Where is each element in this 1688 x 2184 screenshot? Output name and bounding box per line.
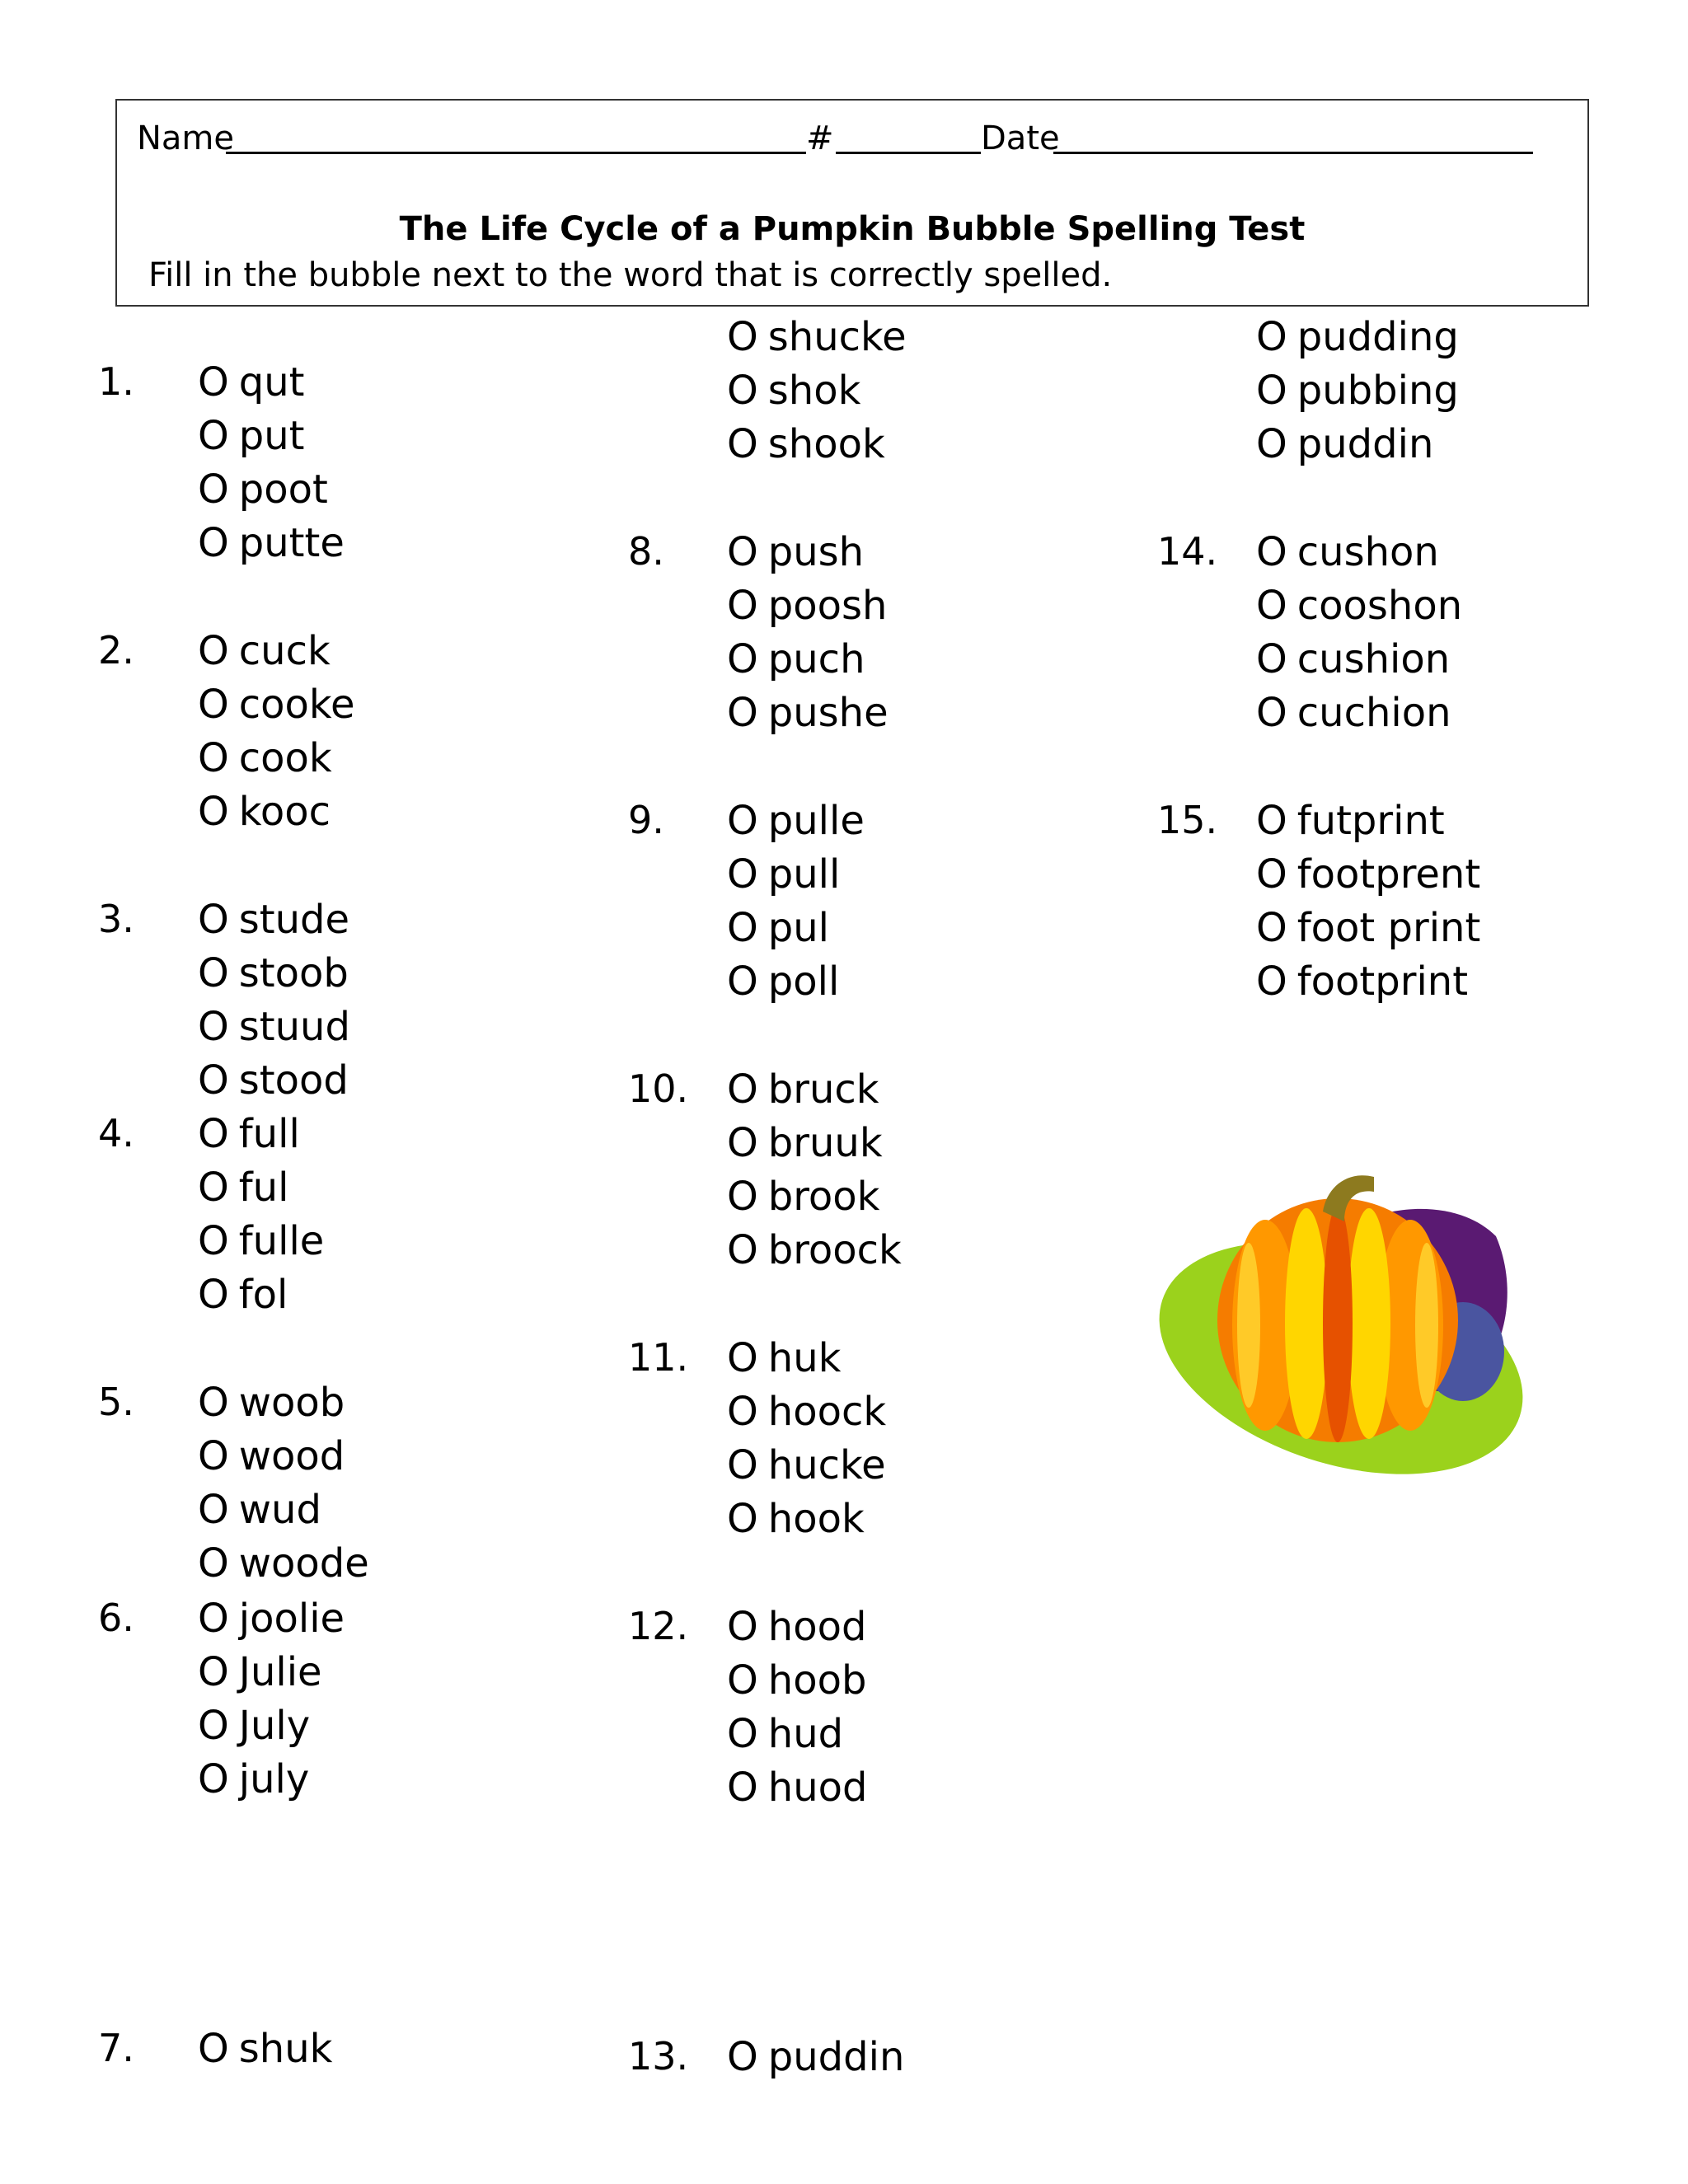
answer-option[interactable] bbox=[727, 1174, 880, 1220]
question-number: 1. bbox=[98, 359, 134, 404]
answer-option[interactable] bbox=[1256, 583, 1463, 629]
answer-option[interactable] bbox=[198, 520, 345, 566]
question-number: 11. bbox=[628, 1335, 689, 1380]
answer-word: stude bbox=[238, 897, 350, 943]
answer-option[interactable] bbox=[1256, 636, 1451, 682]
answer-word: put bbox=[238, 413, 305, 459]
answer-option[interactable] bbox=[198, 1649, 322, 1695]
answer-word: footprent bbox=[1296, 851, 1481, 898]
answer-word: push bbox=[767, 529, 865, 575]
answer-option[interactable] bbox=[198, 466, 328, 513]
answer-bubble[interactable]: O bbox=[198, 359, 229, 405]
answer-option[interactable] bbox=[727, 636, 865, 682]
answer-option[interactable] bbox=[198, 1596, 345, 1642]
answer-option[interactable] bbox=[727, 1120, 883, 1166]
answer-bubble[interactable]: O bbox=[727, 1120, 758, 1166]
answer-option[interactable] bbox=[198, 1487, 321, 1533]
answer-word: pulle bbox=[767, 798, 865, 844]
answer-bubble[interactable]: O bbox=[198, 1649, 229, 1695]
answer-bubble[interactable]: O bbox=[1256, 798, 1287, 844]
answer-word: hook bbox=[767, 1496, 865, 1542]
answer-bubble[interactable]: O bbox=[1256, 690, 1287, 736]
answer-word: cooke bbox=[238, 682, 355, 728]
answer-option[interactable] bbox=[1256, 529, 1439, 575]
answer-word: hud bbox=[767, 1711, 844, 1757]
answer-option[interactable] bbox=[198, 1165, 289, 1211]
answer-bubble[interactable]: O bbox=[727, 2034, 758, 2080]
answer-option[interactable] bbox=[198, 1703, 311, 1749]
answer-bubble[interactable]: O bbox=[1256, 636, 1287, 682]
answer-word: hood bbox=[767, 1604, 867, 1650]
answer-word: futprint bbox=[1296, 798, 1445, 844]
answer-option[interactable] bbox=[727, 368, 861, 414]
answer-word: bruck bbox=[767, 1066, 879, 1113]
answer-bubble[interactable]: O bbox=[198, 628, 229, 674]
answer-bubble[interactable]: O bbox=[727, 1389, 758, 1435]
answer-bubble[interactable]: O bbox=[198, 1165, 229, 1211]
answer-word: foot print bbox=[1296, 905, 1481, 951]
answer-bubble[interactable]: O bbox=[1256, 314, 1287, 360]
question-number: 10. bbox=[628, 1066, 689, 1111]
answer-bubble[interactable]: O bbox=[198, 466, 229, 513]
answer-bubble[interactable]: O bbox=[727, 690, 758, 736]
answer-bubble[interactable]: O bbox=[198, 520, 229, 566]
answer-bubble[interactable]: O bbox=[727, 1604, 758, 1650]
answer-bubble[interactable]: O bbox=[1256, 368, 1287, 414]
name-field[interactable] bbox=[226, 152, 806, 154]
answer-bubble[interactable]: O bbox=[198, 1596, 229, 1642]
answer-option[interactable] bbox=[727, 1496, 865, 1542]
answer-option[interactable] bbox=[1256, 958, 1469, 1005]
answer-word: qut bbox=[238, 359, 305, 405]
answer-bubble[interactable]: O bbox=[1256, 529, 1287, 575]
answer-option[interactable] bbox=[1256, 368, 1459, 414]
answer-bubble[interactable]: O bbox=[198, 1004, 229, 1050]
answer-option[interactable] bbox=[727, 583, 888, 629]
answer-option[interactable] bbox=[727, 1604, 867, 1650]
answer-option[interactable] bbox=[198, 628, 331, 674]
question-number: 14. bbox=[1157, 529, 1218, 574]
answer-option[interactable] bbox=[727, 1227, 902, 1273]
answer-word: shucke bbox=[767, 314, 907, 360]
answer-bubble[interactable]: O bbox=[198, 1487, 229, 1533]
answer-option[interactable] bbox=[1256, 905, 1481, 951]
answer-option[interactable] bbox=[198, 359, 305, 405]
answer-option[interactable] bbox=[727, 851, 841, 898]
answer-word: woode bbox=[238, 1540, 369, 1586]
answer-bubble[interactable]: O bbox=[198, 682, 229, 728]
date-field[interactable] bbox=[1053, 152, 1533, 154]
answer-option[interactable] bbox=[198, 1380, 345, 1426]
answer-option[interactable] bbox=[198, 1057, 349, 1104]
date-label: Date bbox=[981, 120, 1060, 157]
answer-word: pudding bbox=[1296, 314, 1459, 360]
answer-word: ful bbox=[238, 1165, 289, 1211]
answer-option[interactable] bbox=[198, 2026, 333, 2072]
number-field[interactable] bbox=[836, 152, 981, 154]
question-number: 8. bbox=[628, 529, 664, 574]
answer-option[interactable] bbox=[727, 2034, 905, 2080]
answer-bubble[interactable]: O bbox=[198, 1703, 229, 1749]
answer-word: cuchion bbox=[1296, 690, 1451, 736]
question-number: 15. bbox=[1157, 798, 1218, 842]
answer-option[interactable] bbox=[727, 958, 840, 1005]
answer-bubble[interactable]: O bbox=[198, 1272, 229, 1318]
answer-bubble[interactable]: O bbox=[727, 1227, 758, 1273]
answer-word: woob bbox=[238, 1380, 345, 1426]
answer-option[interactable] bbox=[1256, 798, 1445, 844]
answer-word: pubbing bbox=[1296, 368, 1459, 414]
answer-option[interactable] bbox=[198, 1004, 350, 1050]
answer-option[interactable] bbox=[198, 1540, 369, 1586]
answer-bubble[interactable]: O bbox=[727, 636, 758, 682]
answer-word: shook bbox=[767, 421, 885, 467]
answer-word: stuud bbox=[238, 1004, 350, 1050]
answer-bubble[interactable]: O bbox=[198, 1380, 229, 1426]
answer-bubble[interactable]: O bbox=[727, 851, 758, 898]
answer-word: puddin bbox=[1296, 421, 1434, 467]
answer-option[interactable] bbox=[198, 1756, 310, 1802]
number-label: # bbox=[806, 120, 834, 157]
answer-word: huk bbox=[767, 1335, 842, 1381]
answer-word: stoob bbox=[238, 950, 349, 996]
answer-bubble[interactable]: O bbox=[727, 1657, 758, 1704]
answer-word: cooshon bbox=[1296, 583, 1463, 629]
answer-word: pushe bbox=[767, 690, 889, 736]
answer-bubble[interactable]: O bbox=[198, 1433, 229, 1479]
question-number: 7. bbox=[98, 2026, 134, 2070]
answer-bubble[interactable]: O bbox=[727, 1335, 758, 1381]
answer-word: footprint bbox=[1296, 958, 1469, 1005]
answer-word: stood bbox=[238, 1057, 349, 1104]
answer-bubble[interactable]: O bbox=[727, 1442, 758, 1488]
answer-bubble[interactable]: O bbox=[727, 529, 758, 575]
answer-option[interactable] bbox=[727, 314, 907, 360]
question-number: 3. bbox=[98, 897, 134, 941]
answer-bubble[interactable]: O bbox=[198, 413, 229, 459]
answer-option[interactable] bbox=[727, 905, 830, 951]
answer-bubble[interactable]: O bbox=[198, 735, 229, 781]
answer-bubble[interactable]: O bbox=[198, 1540, 229, 1586]
question-number: 2. bbox=[98, 628, 134, 673]
answer-option[interactable] bbox=[198, 897, 350, 943]
answer-word: July bbox=[238, 1703, 311, 1749]
answer-option[interactable] bbox=[727, 1389, 887, 1435]
answer-option[interactable] bbox=[198, 1272, 288, 1318]
answer-word: brook bbox=[767, 1174, 880, 1220]
header-box bbox=[115, 99, 1589, 307]
question-number: 12. bbox=[628, 1604, 689, 1648]
answer-word: bruuk bbox=[767, 1120, 883, 1166]
answer-option[interactable] bbox=[1256, 314, 1459, 360]
answer-bubble[interactable]: O bbox=[198, 897, 229, 943]
question-number: 4. bbox=[98, 1111, 134, 1155]
answer-bubble[interactable]: O bbox=[727, 1174, 758, 1220]
answer-word: poll bbox=[767, 958, 840, 1005]
answer-word: hucke bbox=[767, 1442, 886, 1488]
answer-bubble[interactable]: O bbox=[198, 1111, 229, 1157]
question-number: 13. bbox=[628, 2034, 689, 2079]
answer-bubble[interactable]: O bbox=[727, 583, 758, 629]
answer-option[interactable] bbox=[198, 1111, 300, 1157]
answer-bubble[interactable]: O bbox=[727, 798, 758, 844]
answer-word: putte bbox=[238, 520, 345, 566]
answer-bubble[interactable]: O bbox=[1256, 583, 1287, 629]
answer-bubble[interactable]: O bbox=[727, 368, 758, 414]
answer-word: puddin bbox=[767, 2034, 905, 2080]
pumpkin-illustration bbox=[1158, 1170, 1537, 1516]
answer-word: cook bbox=[238, 735, 332, 781]
answer-word: puch bbox=[767, 636, 865, 682]
name-label: Name bbox=[137, 120, 235, 157]
answer-bubble[interactable]: O bbox=[727, 1765, 758, 1811]
answer-option[interactable] bbox=[727, 798, 865, 844]
answer-word: pul bbox=[767, 905, 830, 951]
answer-option[interactable] bbox=[198, 1433, 345, 1479]
answer-option[interactable] bbox=[727, 421, 885, 467]
answer-option[interactable] bbox=[1256, 690, 1451, 736]
answer-word: kooc bbox=[238, 789, 331, 835]
answer-bubble[interactable]: O bbox=[198, 950, 229, 996]
answer-option[interactable] bbox=[727, 1066, 879, 1113]
answer-bubble[interactable]: O bbox=[1256, 958, 1287, 1005]
answer-word: cuck bbox=[238, 628, 331, 674]
answer-word: huod bbox=[767, 1765, 868, 1811]
question-number: 5. bbox=[98, 1380, 134, 1424]
answer-bubble[interactable]: O bbox=[727, 958, 758, 1005]
answer-word: pull bbox=[767, 851, 841, 898]
answer-word: hoob bbox=[767, 1657, 867, 1704]
answer-option[interactable] bbox=[727, 1765, 868, 1811]
answer-word: broock bbox=[767, 1227, 902, 1273]
answer-option[interactable] bbox=[1256, 421, 1434, 467]
answer-bubble[interactable]: O bbox=[198, 2026, 229, 2072]
answer-bubble[interactable]: O bbox=[198, 1756, 229, 1802]
answer-word: wood bbox=[238, 1433, 345, 1479]
answer-option[interactable] bbox=[1256, 851, 1481, 898]
question-number: 9. bbox=[628, 798, 664, 842]
answer-word: shok bbox=[767, 368, 861, 414]
answer-bubble[interactable]: O bbox=[198, 1218, 229, 1264]
answer-option[interactable] bbox=[727, 1711, 844, 1757]
answer-bubble[interactable]: O bbox=[727, 1711, 758, 1757]
answer-bubble[interactable]: O bbox=[727, 314, 758, 360]
answer-option[interactable] bbox=[198, 789, 331, 835]
answer-bubble[interactable]: O bbox=[1256, 421, 1287, 467]
answer-word: Julie bbox=[238, 1649, 322, 1695]
answer-word: shuk bbox=[238, 2026, 333, 2072]
answer-option[interactable] bbox=[198, 413, 305, 459]
question-number: 6. bbox=[98, 1596, 134, 1640]
answer-bubble[interactable]: O bbox=[198, 789, 229, 835]
answer-word: poot bbox=[238, 466, 328, 513]
answer-bubble[interactable]: O bbox=[727, 421, 758, 467]
answer-option[interactable] bbox=[198, 1218, 325, 1264]
answer-word: hoock bbox=[767, 1389, 887, 1435]
answer-option[interactable] bbox=[198, 682, 355, 728]
answer-option[interactable] bbox=[727, 690, 889, 736]
answer-bubble[interactable]: O bbox=[727, 1496, 758, 1542]
answer-bubble[interactable]: O bbox=[1256, 905, 1287, 951]
answer-bubble[interactable]: O bbox=[727, 905, 758, 951]
answer-bubble[interactable]: O bbox=[1256, 851, 1287, 898]
page-title: The Life Cycle of a Pumpkin Bubble Spelling Test bbox=[399, 210, 1306, 248]
answer-word: wud bbox=[238, 1487, 321, 1533]
answer-word: july bbox=[238, 1756, 310, 1802]
answer-option[interactable] bbox=[727, 1335, 842, 1381]
answer-word: fol bbox=[238, 1272, 288, 1318]
answer-word: fulle bbox=[238, 1218, 325, 1264]
answer-option[interactable] bbox=[198, 735, 332, 781]
answer-bubble[interactable]: O bbox=[198, 1057, 229, 1104]
instructions: Fill in the bubble next to the word that is correctly spelled. bbox=[148, 256, 1113, 294]
answer-word: cushon bbox=[1296, 529, 1439, 575]
answer-word: poosh bbox=[767, 583, 888, 629]
answer-word: full bbox=[238, 1111, 300, 1157]
answer-word: joolie bbox=[238, 1596, 345, 1642]
answer-bubble[interactable]: O bbox=[727, 1066, 758, 1113]
answer-option[interactable] bbox=[727, 1442, 886, 1488]
answer-option[interactable] bbox=[727, 1657, 867, 1704]
answer-option[interactable] bbox=[727, 529, 865, 575]
answer-word: cushion bbox=[1296, 636, 1451, 682]
answer-option[interactable] bbox=[198, 950, 349, 996]
